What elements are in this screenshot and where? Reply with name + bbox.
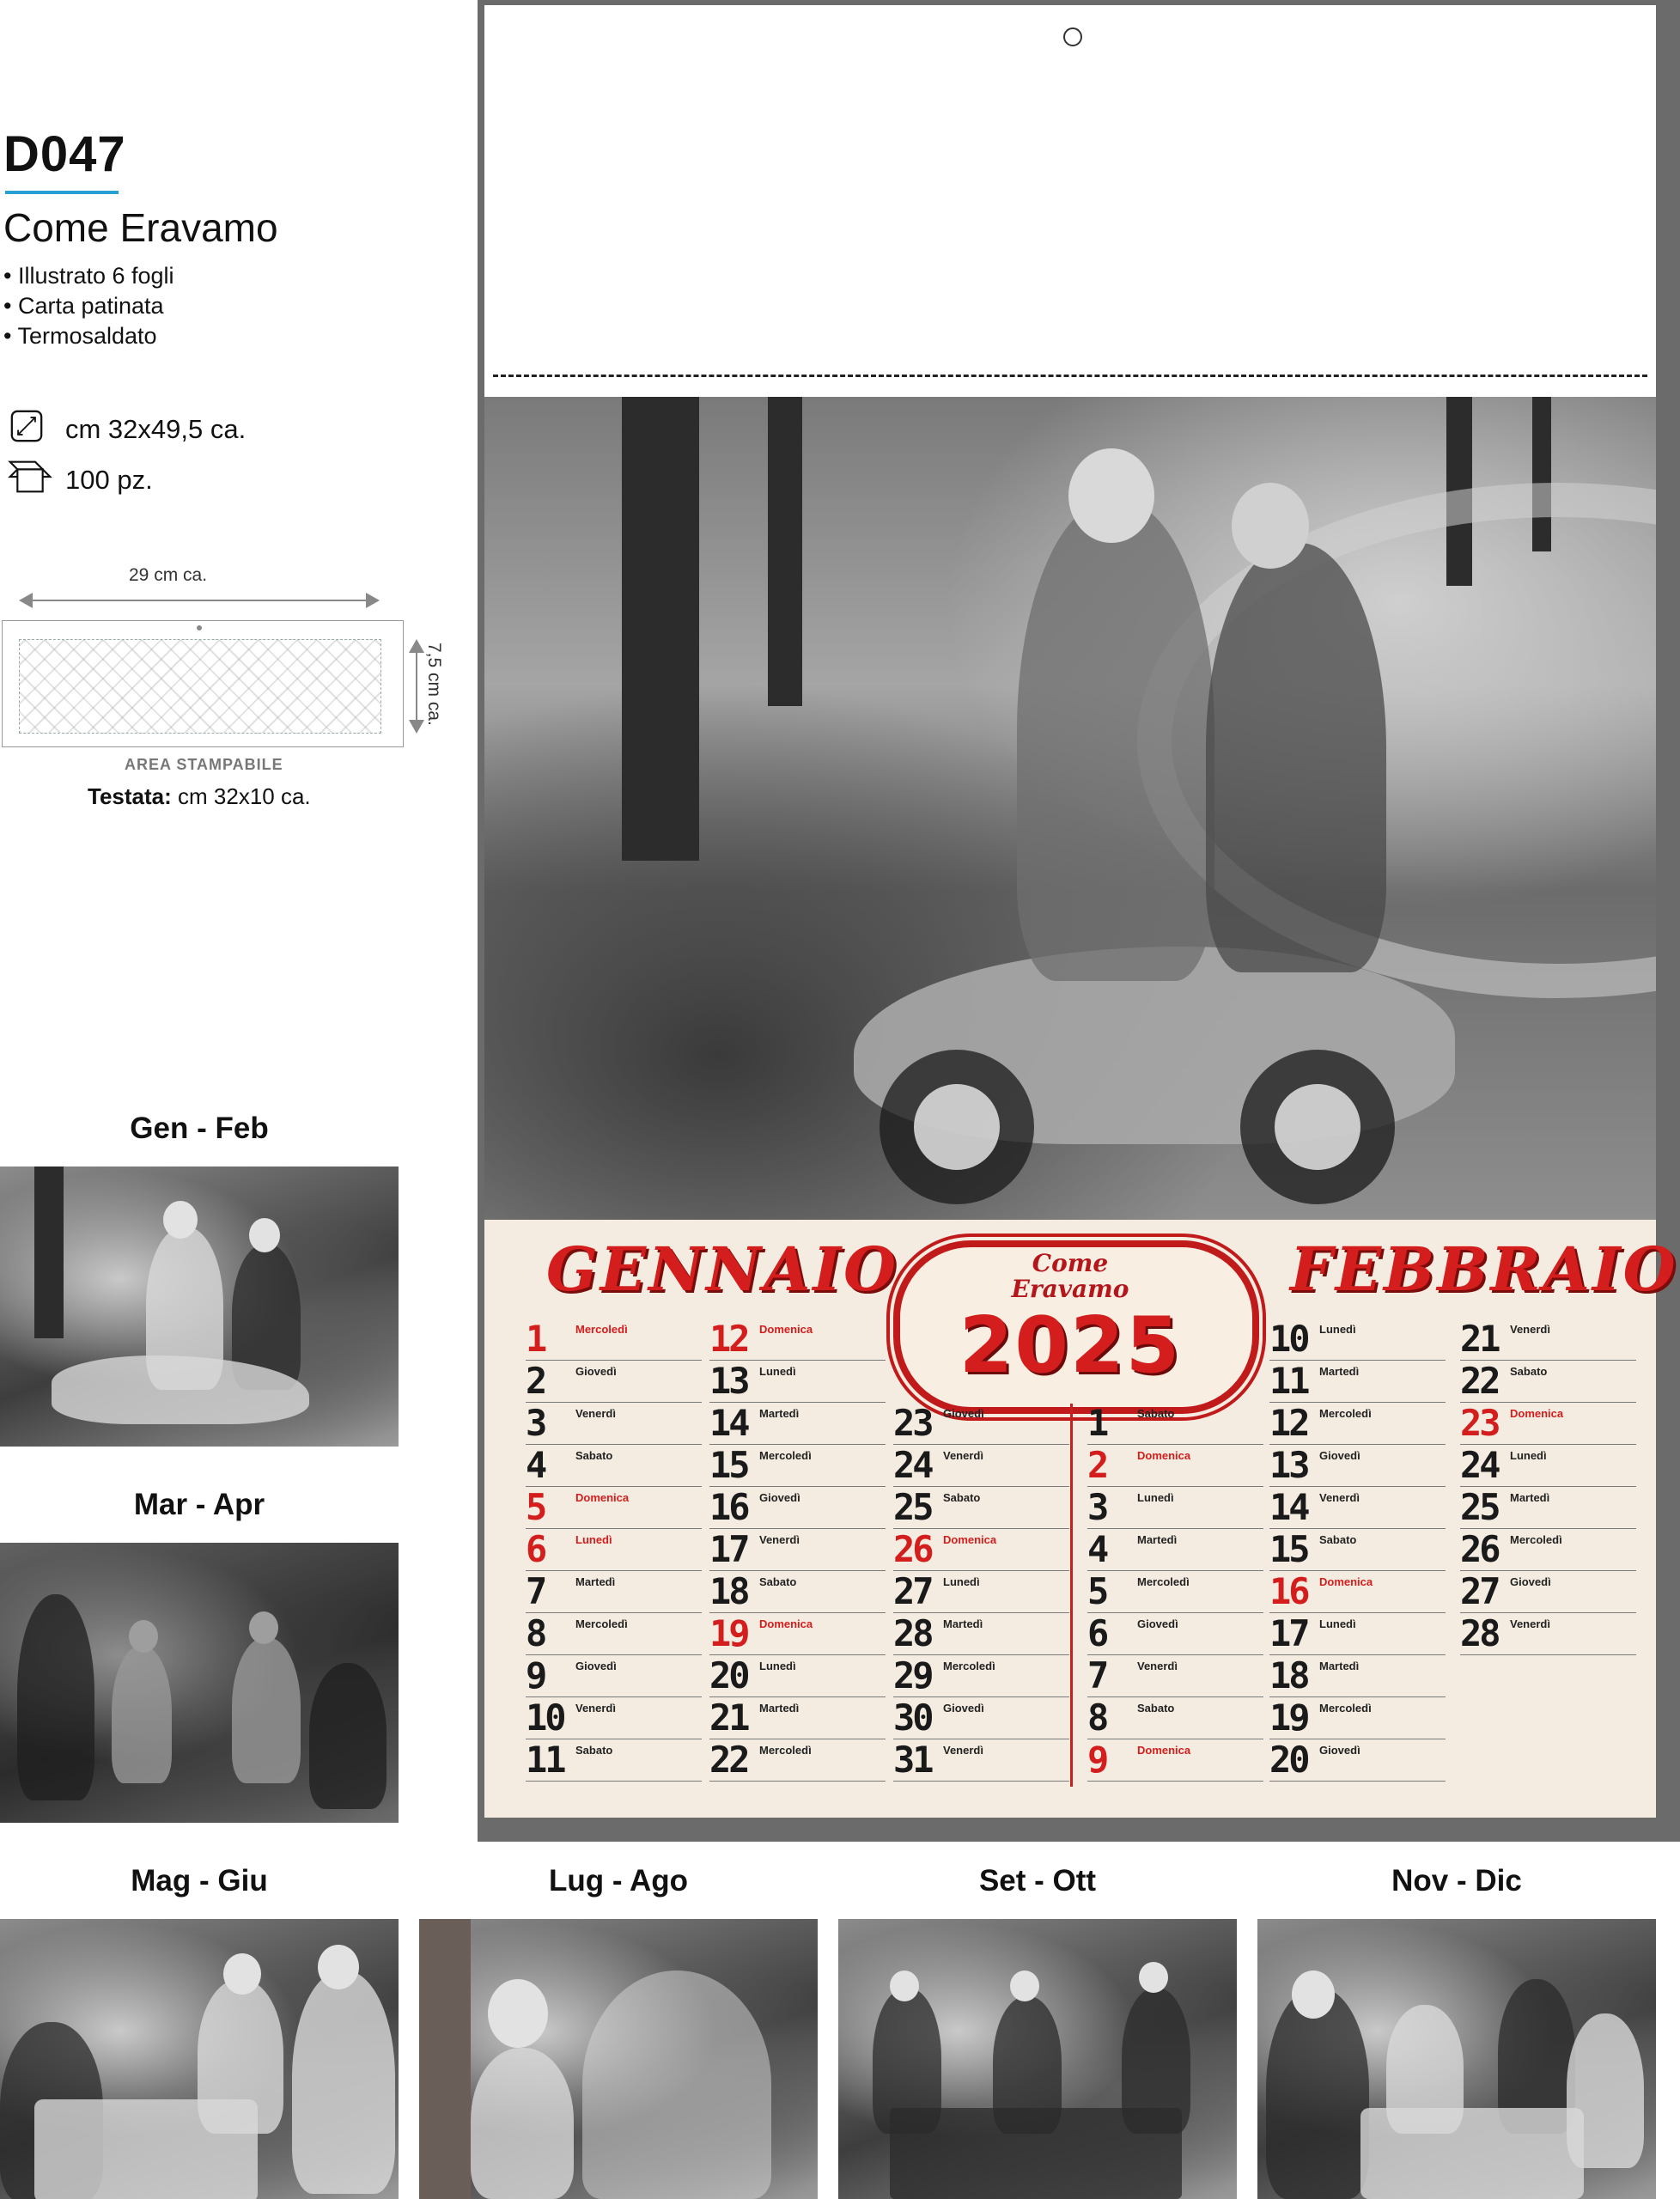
day-number: 8	[1087, 1696, 1107, 1739]
day-name: Domenica	[1137, 1449, 1191, 1462]
day-name: Domenica	[575, 1491, 630, 1504]
day-number: 25	[893, 1486, 932, 1528]
thumb-photo-nov-dic	[1257, 1919, 1656, 2199]
thumb-photo-set-ott	[838, 1919, 1237, 2199]
arrow-up-icon	[409, 639, 424, 653]
calendar-day-row	[709, 1486, 886, 1529]
calendar-day-row	[1460, 1318, 1636, 1361]
thumb-label-set-ott: Set - Ott	[978, 1864, 1097, 1897]
calendar-day-row	[1460, 1612, 1636, 1655]
day-name: Martedì	[1319, 1365, 1360, 1378]
day-name: Giovedì	[575, 1660, 617, 1672]
day-number: 11	[526, 1739, 564, 1781]
feature-item: • Illustrato 6 fogli	[3, 263, 174, 289]
calendar-day-row	[1269, 1696, 1446, 1739]
day-number: 30	[893, 1696, 932, 1739]
calendar-day-row	[709, 1528, 886, 1571]
calendar-day-row	[893, 1612, 1069, 1655]
day-number: 7	[1087, 1654, 1107, 1696]
day-number: 23	[893, 1402, 932, 1444]
day-name: Domenica	[1510, 1407, 1564, 1420]
day-name: Mercoledì	[759, 1449, 812, 1462]
calendar-day-row	[526, 1654, 702, 1697]
calendar-day-row	[1460, 1570, 1636, 1613]
calendar-day-row	[1269, 1318, 1446, 1361]
day-number: 2	[526, 1360, 545, 1402]
day-name: Martedì	[1319, 1660, 1360, 1672]
day-name: Venerdì	[943, 1449, 983, 1462]
day-number: 17	[1269, 1612, 1308, 1654]
testata-label: Testata:	[88, 783, 172, 809]
day-number: 12	[709, 1318, 748, 1360]
calendar-day-row	[1087, 1654, 1263, 1697]
day-name: Giovedì	[943, 1702, 984, 1715]
arrow-right-icon	[366, 593, 380, 608]
day-number: 1	[526, 1318, 545, 1360]
day-number: 8	[526, 1612, 545, 1654]
calendar-day-row	[1460, 1360, 1636, 1403]
calendar-day-row	[709, 1444, 886, 1487]
calendar-day-row	[526, 1739, 702, 1782]
perforation-line	[493, 375, 1647, 377]
calendar-day-row	[893, 1402, 1069, 1445]
calendar-day-row	[526, 1318, 702, 1361]
day-number: 19	[1269, 1696, 1308, 1739]
calendar-day-row	[709, 1402, 886, 1445]
thumb-label-mag-giu: Mag - Giu	[131, 1864, 268, 1897]
month-title-febbraio: FEBBRAIO	[1290, 1234, 1678, 1305]
calendar-day-row	[893, 1739, 1069, 1782]
badge-year: 2025	[959, 1301, 1182, 1391]
day-number: 24	[1460, 1444, 1499, 1486]
day-number: 7	[526, 1570, 545, 1612]
calendar-day-row	[1460, 1444, 1636, 1487]
day-name: Sabato	[1137, 1407, 1175, 1420]
day-name: Sabato	[575, 1744, 613, 1757]
day-name: Lunedì	[1319, 1323, 1356, 1336]
calendar-header-area	[484, 5, 1656, 397]
thumb-photo-mar-apr	[0, 1543, 399, 1823]
pack-text: 100 pz.	[65, 465, 153, 495]
day-name: Martedì	[1137, 1533, 1178, 1546]
day-number: 14	[709, 1402, 748, 1444]
dimensions-icon	[9, 410, 45, 442]
day-name: Martedì	[759, 1702, 800, 1715]
day-name: Sabato	[575, 1449, 613, 1462]
day-number: 10	[1269, 1318, 1308, 1360]
day-name: Giovedì	[1319, 1449, 1360, 1462]
calendar-day-row	[1087, 1696, 1263, 1739]
day-name: Venerdì	[575, 1702, 616, 1715]
day-number: 3	[1087, 1486, 1107, 1528]
day-number: 18	[1269, 1654, 1308, 1696]
day-number: 15	[1269, 1528, 1308, 1570]
day-name: Lunedì	[575, 1533, 612, 1546]
day-number: 10	[526, 1696, 564, 1739]
day-number: 6	[1087, 1612, 1107, 1654]
testata-spec	[88, 783, 311, 810]
day-number: 26	[893, 1528, 932, 1570]
thumb-photo-lug-ago	[419, 1919, 818, 2199]
calendar-day-row	[526, 1612, 702, 1655]
thumb-label-gen-feb: Gen - Feb	[130, 1112, 269, 1145]
feature-item: • Termosaldato	[3, 323, 157, 349]
testata-value: cm 32x10 ca.	[178, 783, 311, 809]
day-name: Sabato	[943, 1491, 981, 1504]
day-name: Mercoledì	[943, 1660, 995, 1672]
day-name: Lunedì	[759, 1660, 796, 1672]
hang-dot	[197, 625, 202, 630]
calendar-day-row	[1269, 1486, 1446, 1529]
day-number: 4	[1087, 1528, 1107, 1570]
calendar-day-row	[1269, 1444, 1446, 1487]
calendar-day-row	[1087, 1739, 1263, 1782]
day-name: Venerdì	[1319, 1491, 1360, 1504]
calendar-day-row	[1269, 1528, 1446, 1571]
thumb-photo-mag-giu	[0, 1919, 399, 2199]
day-number: 15	[709, 1444, 748, 1486]
day-number: 25	[1460, 1486, 1499, 1528]
day-name: Giovedì	[1319, 1744, 1360, 1757]
calendar-day-row	[893, 1444, 1069, 1487]
day-number: 16	[1269, 1570, 1308, 1612]
month-title-gennaio: GENNAIO	[546, 1234, 899, 1305]
day-name: Lunedì	[1137, 1491, 1174, 1504]
day-name: Giovedì	[943, 1407, 984, 1420]
day-name: Giovedì	[759, 1491, 800, 1504]
day-number: 2	[1087, 1444, 1107, 1486]
calendar-day-row	[709, 1696, 886, 1739]
product-code-underline	[5, 191, 119, 194]
calendar-day-row	[1269, 1360, 1446, 1403]
day-number: 3	[526, 1402, 545, 1444]
calendar-day-row	[709, 1570, 886, 1613]
arrow-left-icon	[19, 593, 33, 608]
calendar-day-row	[1087, 1486, 1263, 1529]
calendar-day-row	[893, 1570, 1069, 1613]
box-icon	[3, 460, 57, 493]
calendar-main-photo	[484, 397, 1656, 1220]
day-name: Mercoledì	[1319, 1407, 1372, 1420]
day-name: Domenica	[759, 1617, 813, 1630]
day-number: 28	[1460, 1612, 1499, 1654]
day-number: 24	[893, 1444, 932, 1486]
calendar-day-row	[1087, 1570, 1263, 1613]
thumb-label-mar-apr: Mar - Apr	[133, 1488, 265, 1521]
calendar-day-row	[1269, 1612, 1446, 1655]
day-name: Lunedì	[759, 1365, 796, 1378]
day-name: Domenica	[1137, 1744, 1191, 1757]
calendar-day-row	[709, 1612, 886, 1655]
calendar-day-row	[526, 1402, 702, 1445]
day-number: 9	[526, 1654, 545, 1696]
calendar-day-row	[893, 1696, 1069, 1739]
day-number: 5	[1087, 1570, 1107, 1612]
day-name: Domenica	[759, 1323, 813, 1336]
calendar-day-row	[1269, 1654, 1446, 1697]
day-number: 12	[1269, 1402, 1308, 1444]
calendar-day-row	[1087, 1402, 1263, 1445]
calendar-day-row	[709, 1739, 886, 1782]
day-number: 21	[1460, 1318, 1499, 1360]
calendar-day-row	[1087, 1528, 1263, 1571]
day-name: Venerdì	[943, 1744, 983, 1757]
day-name: Venerdì	[1137, 1660, 1178, 1672]
day-number: 1	[1087, 1402, 1107, 1444]
day-number: 13	[1269, 1444, 1308, 1486]
day-number: 16	[709, 1486, 748, 1528]
calendar-day-row	[1460, 1402, 1636, 1445]
day-number: 17	[709, 1528, 748, 1570]
area-height-line	[416, 646, 417, 727]
calendar-day-row	[526, 1486, 702, 1529]
day-name: Mercoledì	[1137, 1575, 1190, 1588]
day-name: Sabato	[1510, 1365, 1548, 1378]
day-name: Venerdì	[1510, 1323, 1550, 1336]
day-name: Lunedì	[943, 1575, 980, 1588]
day-name: Mercoledì	[1510, 1533, 1562, 1546]
day-number: 4	[526, 1444, 545, 1486]
product-code: D047	[3, 126, 126, 182]
day-number: 18	[709, 1570, 748, 1612]
day-name: Sabato	[1319, 1533, 1357, 1546]
day-name: Giovedì	[1137, 1617, 1178, 1630]
day-name: Mercoledì	[575, 1617, 628, 1630]
calendar-day-row	[526, 1570, 702, 1613]
calendar-day-row	[526, 1444, 702, 1487]
day-number: 5	[526, 1486, 545, 1528]
day-number: 31	[893, 1739, 932, 1781]
calendar-day-row	[709, 1360, 886, 1403]
day-name: Lunedì	[1319, 1617, 1356, 1630]
day-number: 27	[893, 1570, 932, 1612]
hang-hole-icon	[1063, 27, 1082, 46]
feature-item: • Carta patinata	[3, 293, 164, 319]
day-number: 22	[1460, 1360, 1499, 1402]
calendar-day-row	[1269, 1570, 1446, 1613]
badge-title	[941, 1251, 1199, 1302]
day-number: 11	[1269, 1360, 1308, 1402]
calendar-day-row	[526, 1360, 702, 1403]
day-name: Giovedì	[1510, 1575, 1551, 1588]
calendar-day-row	[1460, 1486, 1636, 1529]
day-number: 20	[1269, 1739, 1308, 1781]
size-text: cm 32x49,5 ca.	[65, 414, 247, 444]
day-number: 19	[709, 1612, 748, 1654]
day-name: Lunedì	[1510, 1449, 1547, 1462]
day-number: 9	[1087, 1739, 1107, 1781]
day-number: 14	[1269, 1486, 1308, 1528]
badge-title-line-2: Eravamo	[1011, 1275, 1129, 1303]
thumb-label-nov-dic: Nov - Dic	[1391, 1864, 1522, 1897]
day-name: Giovedì	[575, 1365, 617, 1378]
calendar-day-row	[1269, 1739, 1446, 1782]
badge-title-line-1: Come	[1032, 1249, 1109, 1277]
product-name: Come Eravamo	[3, 205, 278, 250]
day-name: Mercoledì	[759, 1744, 812, 1757]
day-number: 21	[709, 1696, 748, 1739]
calendar-day-row	[526, 1528, 702, 1571]
day-name: Sabato	[1137, 1702, 1175, 1715]
day-name: Martedì	[1510, 1491, 1550, 1504]
day-name: Martedì	[943, 1617, 983, 1630]
print-area-pattern	[19, 639, 381, 734]
calendar-day-row	[893, 1528, 1069, 1571]
calendar-day-row	[709, 1654, 886, 1697]
day-name: Domenica	[1319, 1575, 1373, 1588]
calendar-day-row	[526, 1696, 702, 1739]
calendar-day-row	[1087, 1612, 1263, 1655]
calendar-day-row	[1460, 1528, 1636, 1571]
calendar-day-row	[709, 1318, 886, 1361]
calendar-day-row	[893, 1486, 1069, 1529]
day-name: Mercoledì	[575, 1323, 628, 1336]
day-number: 27	[1460, 1570, 1499, 1612]
calendar-day-row	[1269, 1402, 1446, 1445]
day-name: Mercoledì	[1319, 1702, 1372, 1715]
day-name: Venerdì	[759, 1533, 800, 1546]
calendar-day-row	[1087, 1444, 1263, 1487]
thumb-photo-gen-feb	[0, 1167, 399, 1447]
day-number: 22	[709, 1739, 748, 1781]
day-name: Venerdì	[575, 1407, 616, 1420]
day-number: 26	[1460, 1528, 1499, 1570]
day-number: 6	[526, 1528, 545, 1570]
area-height-label: 7,5 cm ca.	[424, 643, 444, 726]
area-width-line	[24, 600, 376, 601]
month-separator	[1070, 1404, 1073, 1787]
day-name: Venerdì	[1510, 1617, 1550, 1630]
day-number: 13	[709, 1360, 748, 1402]
calendar-day-row	[893, 1654, 1069, 1697]
thumb-label-lug-ago: Lug - Ago	[549, 1864, 688, 1897]
print-area-caption: AREA STAMPABILE	[125, 756, 283, 773]
day-number: 23	[1460, 1402, 1499, 1444]
day-name: Martedì	[575, 1575, 616, 1588]
day-number: 29	[893, 1654, 932, 1696]
day-name: Domenica	[943, 1533, 997, 1546]
day-name: Martedì	[759, 1407, 800, 1420]
day-name: Sabato	[759, 1575, 797, 1588]
day-number: 28	[893, 1612, 932, 1654]
day-number: 20	[709, 1654, 748, 1696]
arrow-down-icon	[409, 720, 424, 734]
area-width-label: 29 cm ca.	[129, 565, 208, 585]
